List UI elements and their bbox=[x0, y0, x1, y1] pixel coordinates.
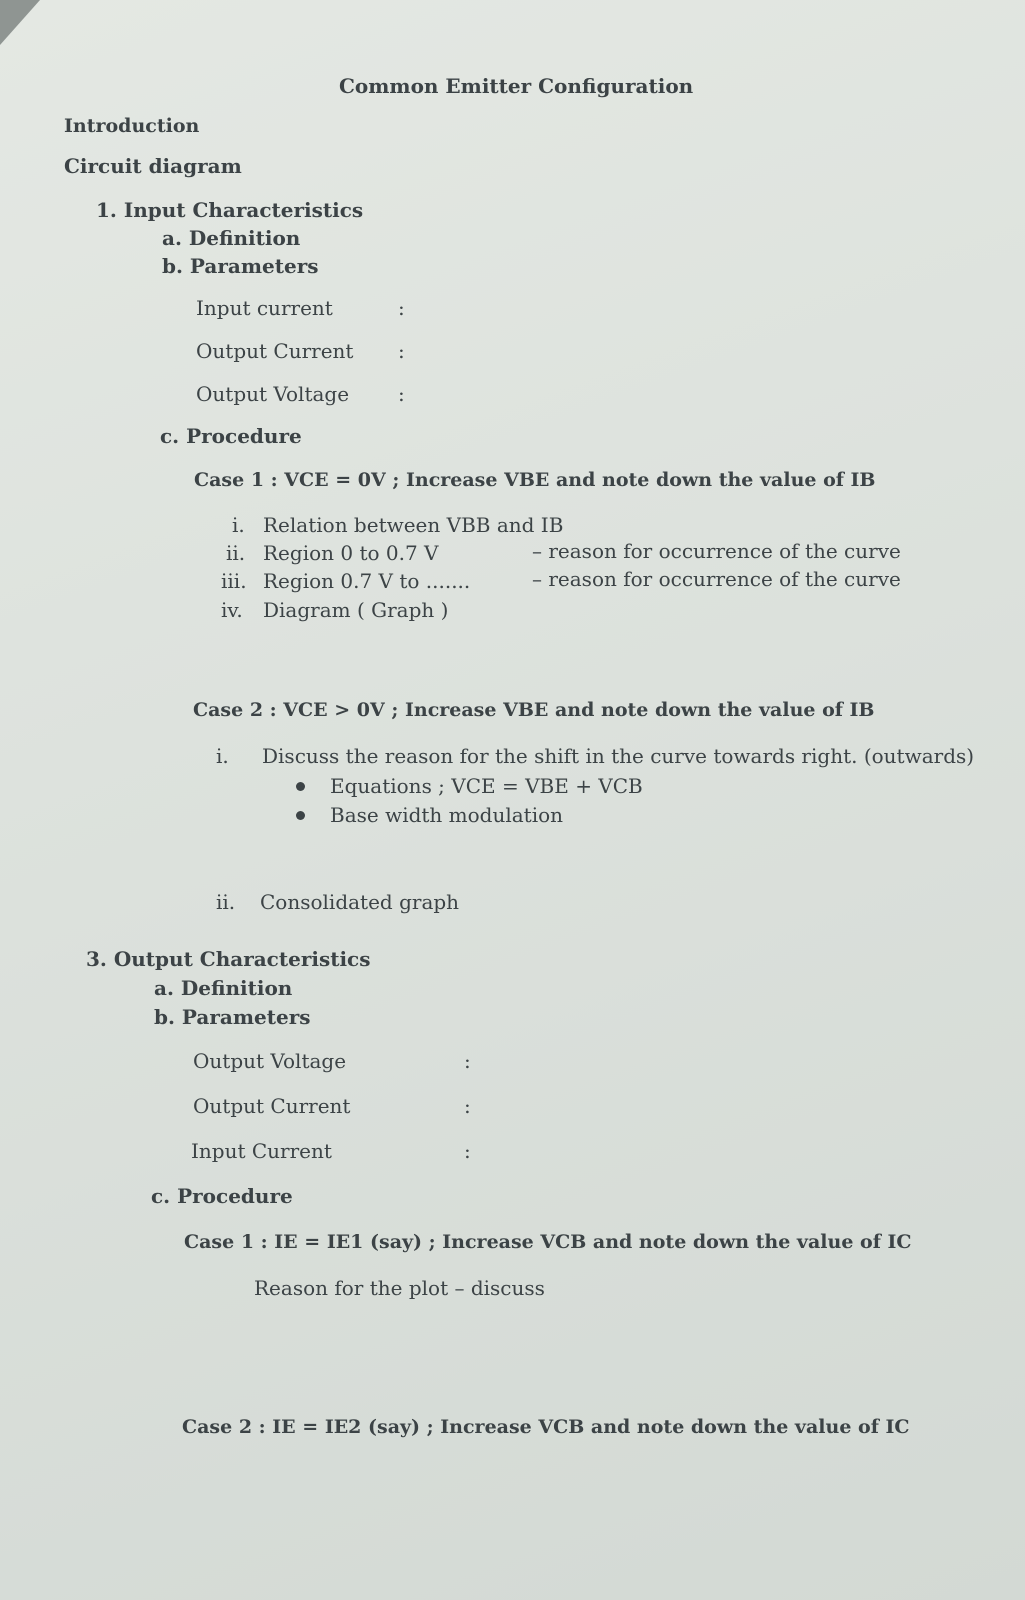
output-case2: Case 2 : IE = IE2 (say) ; Increase VCB and note down the value of IC bbox=[182, 1416, 910, 1438]
page-title: Common Emitter Configuration bbox=[339, 74, 694, 98]
output-param-label: Input Current bbox=[191, 1139, 332, 1163]
input-param-label: Output Voltage bbox=[196, 382, 350, 406]
input-param-label: Output Current bbox=[196, 339, 354, 363]
output-param-label: Output Voltage bbox=[193, 1049, 347, 1073]
case2-item-text: Discuss the reason for the shift in the curve towards right. (outwards) bbox=[262, 744, 975, 768]
input-case2: Case 2 : VCE > 0V ; Increase VBE and note down the value of IB bbox=[193, 699, 875, 721]
input-param-sep: : bbox=[398, 296, 405, 320]
output-param-label: Output Current bbox=[193, 1094, 351, 1118]
input-case1: Case 1 : VCE = 0V ; Increase VBE and note down the value of IB bbox=[194, 469, 876, 491]
input-param-label: Input current bbox=[196, 296, 333, 320]
bullet-dot bbox=[296, 782, 305, 791]
input-parameters: b. Parameters bbox=[162, 254, 319, 278]
case2-item-text: Consolidated graph bbox=[260, 890, 460, 914]
output-parameters: b. Parameters bbox=[154, 1005, 311, 1029]
input-param-sep: : bbox=[398, 382, 405, 406]
case1-item-note: – reason for occurrence of the curve bbox=[532, 539, 901, 563]
bullet-dot bbox=[296, 811, 305, 820]
case2-item-num: ii. bbox=[216, 890, 236, 914]
case2-bullet: Base width modulation bbox=[330, 803, 564, 827]
case1-item-num: iv. bbox=[221, 598, 243, 622]
case1-item-text: Diagram ( Graph ) bbox=[263, 598, 449, 622]
output-case1: Case 1 : IE = IE1 (say) ; Increase VCB and note down the value of IC bbox=[184, 1231, 912, 1253]
input-param-sep: : bbox=[398, 339, 405, 363]
output-procedure: c. Procedure bbox=[151, 1184, 293, 1208]
input-procedure: c. Procedure bbox=[160, 424, 302, 448]
case1-item-num: i. bbox=[232, 513, 245, 537]
case2-item-num: i. bbox=[216, 744, 229, 768]
case1-item-text: Region 0 to 0.7 V bbox=[263, 541, 439, 565]
case2-bullet: Equations ; VCE = VBE + VCB bbox=[330, 774, 643, 798]
input-definition: a. Definition bbox=[162, 226, 301, 250]
output-definition: a. Definition bbox=[154, 976, 293, 1000]
case1-item-note: – reason for occurrence of the curve bbox=[532, 567, 901, 591]
case1-item-num: ii. bbox=[226, 541, 246, 565]
case1-item-text: Relation between VBB and IB bbox=[263, 513, 564, 537]
output-characteristics-heading: 3. Output Characteristics bbox=[86, 947, 371, 971]
case1-item-text: Region 0.7 V to ....... bbox=[263, 569, 471, 593]
folded-corner bbox=[0, 0, 40, 45]
output-case1-note: Reason for the plot – discuss bbox=[254, 1276, 545, 1300]
heading-introduction: Introduction bbox=[64, 115, 200, 137]
case1-item-num: iii. bbox=[221, 569, 247, 593]
input-characteristics-heading: 1. Input Characteristics bbox=[96, 198, 364, 222]
output-param-sep: : bbox=[464, 1049, 471, 1073]
output-param-sep: : bbox=[464, 1094, 471, 1118]
output-param-sep: : bbox=[464, 1139, 471, 1163]
heading-circuit-diagram: Circuit diagram bbox=[64, 154, 242, 178]
